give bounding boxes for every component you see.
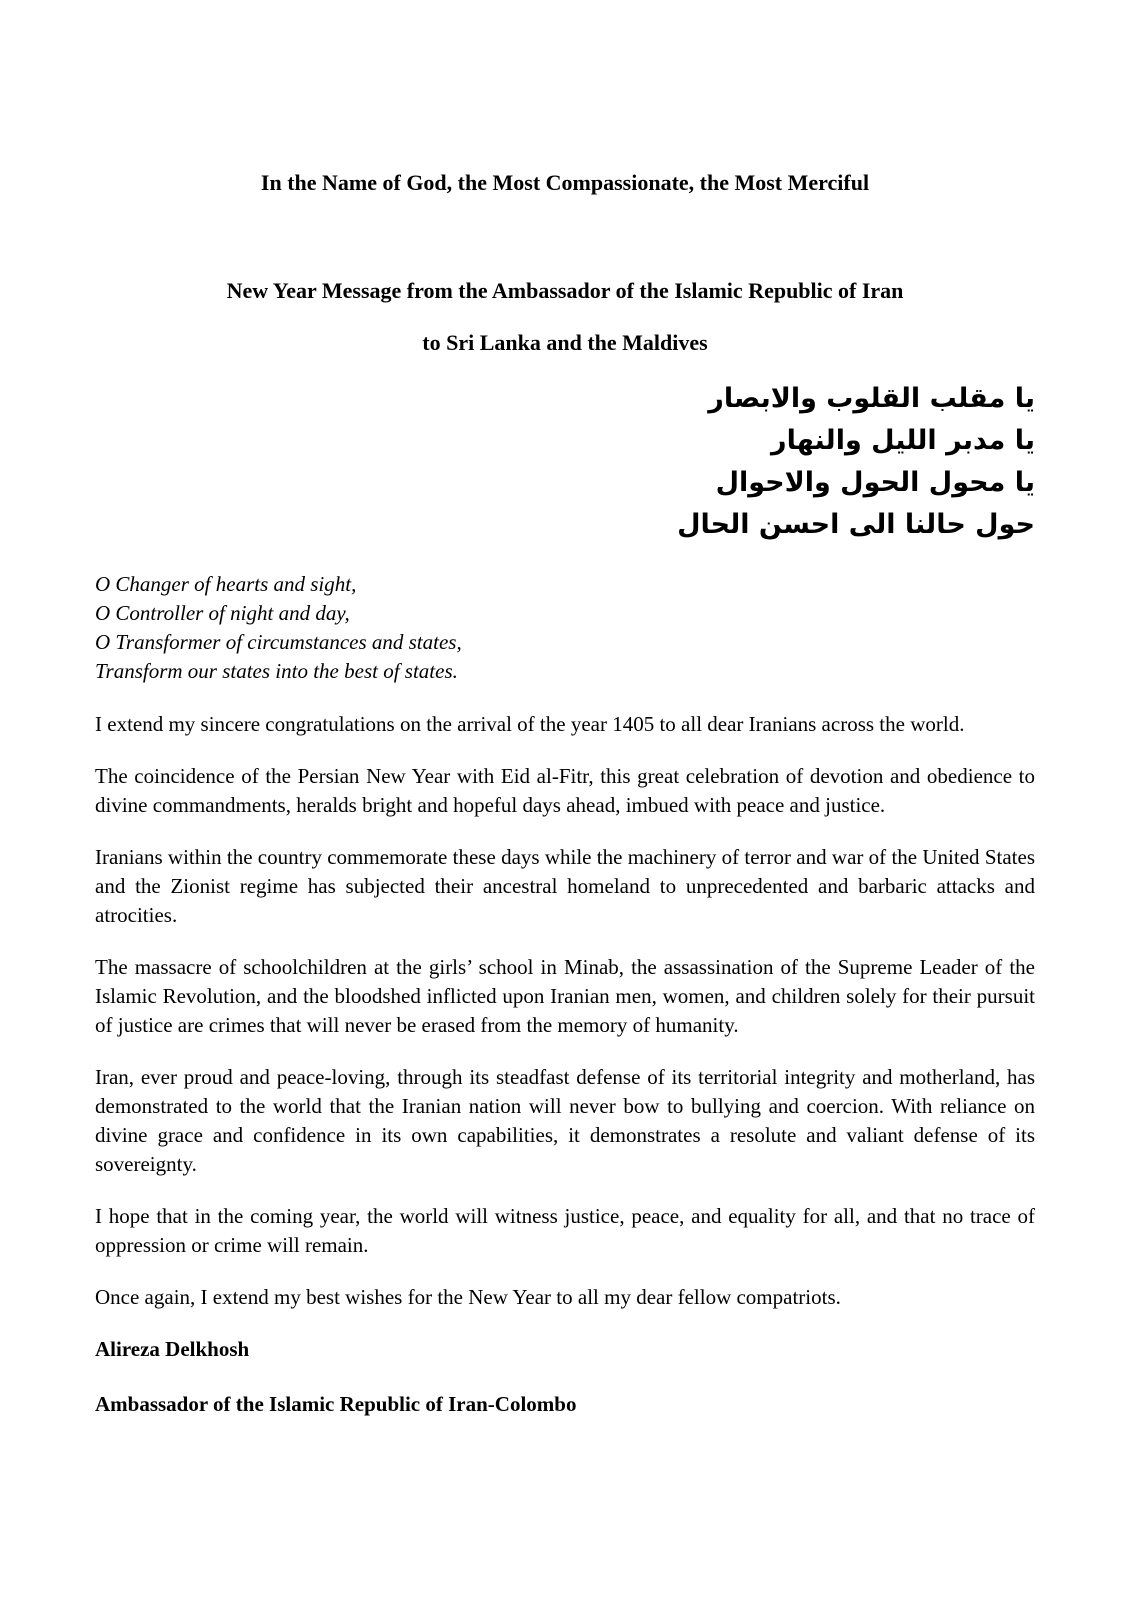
paragraph-commemorate: Iranians within the country commemorate these days while the machinery of terror and war of the United States and the Zionist regime has subjected their ancestral homeland to unprecedented and barbaric attacks and atrocities. bbox=[95, 845, 1035, 927]
prayer-translation-block bbox=[95, 570, 1035, 686]
paragraph-defense: Iran, ever proud and peace-loving, through its steadfast defense of its territorial integrity and motherland, has demonstrated to the world that the Iranian nation will never bow to bullying and coercion. With reliance on divine grace and confidence in its own capabilities, it demonstrates a resolute and valiant defense of its sovereignty. bbox=[95, 1065, 1035, 1176]
paragraph-coincidence: The coincidence of the Persian New Year with Eid al-Fitr, this great celebration of devotion and obedience to divine commandments, heralds bright and hopeful days ahead, imbued with peace and justice. bbox=[95, 764, 1035, 817]
document-title-line2: to Sri Lanka and the Maldives bbox=[422, 330, 708, 355]
prayer-translation-line-2: O Controller of night and day, bbox=[95, 601, 350, 625]
paragraph-hope: I hope that in the coming year, the world will witness justice, peace, and equality for all, and that no trace of oppression or crime will remain. bbox=[95, 1204, 1035, 1257]
arabic-prayer-line-1: يا مقلب القلوب والابصار bbox=[708, 383, 1035, 414]
signature-title: Ambassador of the Islamic Republic of Iran-Colombo bbox=[95, 1392, 577, 1416]
arabic-prayer-line-3: يا محول الحول والاحوال bbox=[715, 467, 1035, 498]
arabic-prayer-line-4: حول حالنا الى احسن الحال bbox=[677, 509, 1035, 540]
arabic-prayer-line-2: يا مدبر الليل والنهار bbox=[771, 425, 1035, 456]
prayer-translation-line-4: Transform our states into the best of states. bbox=[95, 659, 458, 683]
arabic-prayer-block bbox=[95, 378, 1035, 546]
prayer-translation-line-3: O Transformer of circumstances and states, bbox=[95, 630, 462, 654]
signature-name: Alireza Delkhosh bbox=[95, 1337, 250, 1361]
paragraph-congratulations: I extend my sincere congratulations on the arrival of the year 1405 to all dear Iranians across the world. bbox=[95, 712, 965, 736]
document-title-line1: New Year Message from the Ambassador of the Islamic Republic of Iran bbox=[226, 278, 904, 303]
paragraph-massacre: The massacre of schoolchildren at the girls’ school in Minab, the assassination of the Supreme Leader of the Islamic Revolution, and the bloodshed inflicted upon Iranian men, women, and children solely for their pursuit of justice are crimes that will never be erased from the memory of humanity. bbox=[95, 955, 1035, 1037]
paragraph-best-wishes: Once again, I extend my best wishes for the New Year to all my dear fellow compatriots. bbox=[95, 1285, 841, 1309]
bismillah-heading: In the Name of God, the Most Compassionate, the Most Merciful bbox=[260, 170, 870, 195]
prayer-translation-line-1: O Changer of hearts and sight, bbox=[95, 572, 357, 596]
letter-body bbox=[95, 710, 1035, 1312]
